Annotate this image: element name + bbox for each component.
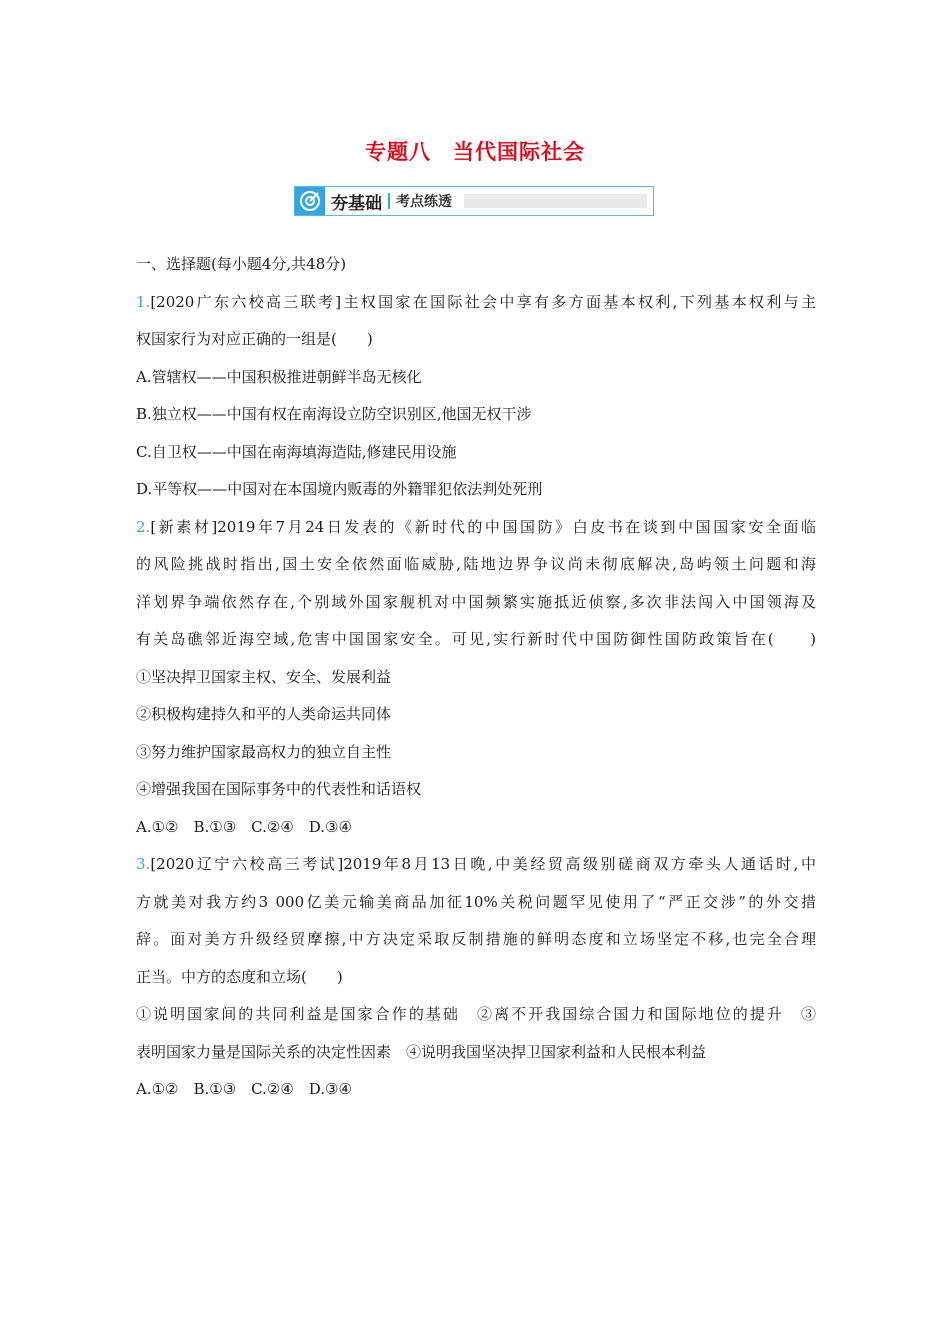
q2-item-4: ④增强我国在国际事务中的代表性和话语权 <box>136 780 422 798</box>
banner-fill-bar <box>464 194 647 208</box>
q1-option-b: B.独立权——中国有权在南海设立防空识别区,他国无权干涉 <box>136 405 532 423</box>
q2-item-2: ②积极构建持久和平的人类命运共同体 <box>136 705 392 723</box>
q2-stem-2: 的风险挑战时指出,国土安全依然面临威胁,陆地边界争议尚未彻底解决,岛屿领土问题和海 <box>136 555 816 573</box>
q3-stem-1: [2020辽宁六校高三考试]2019年8月13日晚,中美经贸高级别磋商双方牵头人通话时,中 <box>150 855 816 873</box>
banner-sub-label: 考点练透 <box>396 194 452 210</box>
question-content <box>136 246 816 1109</box>
target-icon <box>295 187 325 215</box>
q3-answer-options: A.①② B.①③ C.②④ D.③④ <box>136 1080 352 1098</box>
q1-option-d: D.平等权——中国对在本国境内贩毒的外籍罪犯依法判处死刑 <box>136 480 543 498</box>
section-banner <box>294 186 654 216</box>
q2-item-1: ①坚决捍卫国家主权、安全、发展利益 <box>136 667 392 686</box>
q2-stem-4: 有关岛礁邻近海空域,危害中国国家安全。可见,实行新时代中国防御性国防政策旨在( ) <box>136 630 816 648</box>
q1-option-a: A.管辖权——中国积极推进朝鲜半岛无核化 <box>136 367 422 386</box>
q3-item-line-2: 表明国家力量是国际关系的决定性因素 ④说明我国坚决捍卫国家利益和人民根本利益 <box>136 1042 707 1061</box>
q1-line-1 <box>136 284 816 322</box>
q3-line-1 <box>136 846 816 884</box>
banner-divider <box>388 193 390 209</box>
q1-option-c: C.自卫权——中国在南海填海造陆,修建民用设施 <box>136 442 457 461</box>
q2-stem-1: [新素材]2019年7月24日发表的《新时代的中国国防》白皮书在谈到中国国家安全面临 <box>150 517 816 536</box>
q1-stem-1: [2020广东六校高三联考]主权国家在国际社会中享有多方面基本权利,下列基本权利与主 <box>150 292 816 311</box>
q2-line-1 <box>136 509 816 547</box>
q3-stem-2: 方就美对我方约3 000亿美元输美商品加征10%关税问题罕见使用了“严正交涉”的外交措 <box>136 892 816 911</box>
section-heading: 一、选择题(每小题4分,共48分) <box>136 255 347 273</box>
q3-stem-3: 辞。面对美方升级经贸摩擦,中方决定采取反制措施的鲜明态度和立场坚定不移,也完全合理 <box>136 930 816 948</box>
q2-stem-3: 洋划界争端依然存在,个别域外国家舰机对中国频繁实施抵近侦察,多次非法闯入中国领海及 <box>136 592 816 611</box>
q2-answer-options: A.①② B.①③ C.②④ D.③④ <box>136 817 352 836</box>
q1-stem-2: 权国家行为对应正确的一组是( ) <box>136 330 373 348</box>
q2-item-3: ③努力维护国家最高权力的独立自主性 <box>136 742 392 761</box>
q3-item-line-1: ①说明国家间的共同利益是国家合作的基础 ②离不开我国综合国力和国际地位的提升 ③ <box>136 1005 816 1023</box>
q1-number: 1. <box>136 292 151 311</box>
banner-main-label: 夯基础 <box>331 193 382 214</box>
q2-number: 2. <box>136 517 151 536</box>
q3-stem-4: 正当。中方的态度和立场( ) <box>136 967 343 986</box>
page-title: 专题八 当代国际社会 <box>365 140 585 164</box>
q3-number: 3. <box>136 855 151 873</box>
